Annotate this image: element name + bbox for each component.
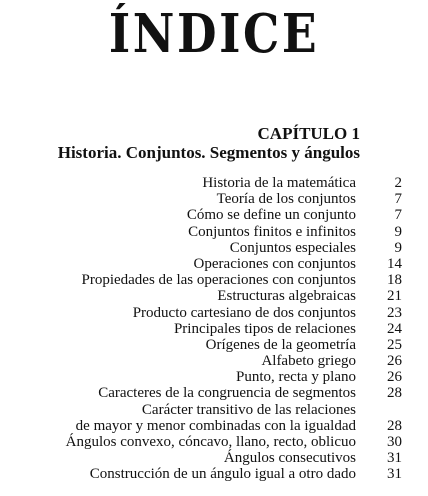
toc-entry-page: 7 (394, 191, 402, 208)
toc-entry-page: 9 (394, 223, 402, 240)
toc-entry (0, 321, 428, 337)
toc-entry (0, 191, 428, 207)
toc-entry-title: Conjuntos especiales (229, 239, 356, 256)
toc-entry-title: Ángulos convexo, cóncavo, llano, recto, oblicuo (65, 434, 356, 450)
toc-entry-title: Conjuntos finitos e infinitos (188, 223, 356, 240)
toc-entry-page: 25 (387, 336, 402, 353)
page-title: ÍNDICE (108, 3, 320, 65)
toc-entry (0, 353, 428, 369)
toc-entry-title: Historia de la matemática (202, 175, 356, 191)
toc-entry-page: 24 (387, 320, 402, 337)
toc-entry (0, 272, 428, 288)
toc-entry (0, 256, 428, 272)
toc-entry-title: Estructuras algebraicas (217, 288, 356, 305)
toc-entry-title: Carácter transitivo de las relaciones (141, 401, 356, 418)
toc-entry-page: 23 (387, 304, 402, 321)
toc-entry-page: 30 (387, 434, 402, 450)
toc-entry (0, 402, 428, 418)
toc-entry-page: 28 (387, 417, 402, 434)
toc-entry-title: Operaciones con conjuntos (193, 255, 356, 272)
toc-entry (0, 305, 428, 321)
toc-entry-title: Teoría de los conjuntos (216, 191, 356, 208)
toc-entry (0, 175, 428, 191)
toc-entry (0, 434, 428, 450)
toc-entry-title: Caracteres de la congruencia de segmentos (98, 385, 356, 402)
toc-entry-page: 21 (387, 288, 402, 305)
toc-entry (0, 288, 428, 304)
toc-entry-title: Producto cartesiano de dos conjuntos (132, 304, 356, 321)
toc-entry (0, 418, 428, 434)
toc-entry-title: de mayor y menor combinadas con la igualdad (75, 417, 356, 434)
chapter-title: Historia. Conjuntos. Segmentos y ángulos (57, 143, 360, 162)
toc-entry-title: Construcción de un ángulo igual a otro dado (89, 466, 356, 483)
toc-entry (0, 385, 428, 401)
toc-entry (0, 337, 428, 353)
toc-entry-page: 26 (387, 353, 402, 370)
toc-entry (0, 207, 428, 223)
toc-entry-page: 31 (387, 466, 402, 483)
toc-entry-page: 2 (394, 175, 402, 191)
toc-entry-title: Ángulos consecutivos (223, 450, 356, 467)
toc-entry-title: Cómo se define un conjunto (186, 207, 356, 224)
toc-entry (0, 466, 428, 482)
toc-entry (0, 450, 428, 466)
toc-entry-page: 7 (394, 207, 402, 224)
chapter-label: CAPÍTULO 1 (257, 124, 360, 143)
toc-entry (0, 224, 428, 240)
toc-entry-title: Propiedades de las operaciones con conjuntos (81, 272, 356, 289)
toc-entry-page: 31 (387, 450, 402, 467)
toc-entry-page: 18 (387, 272, 402, 289)
toc-entry-page: 28 (387, 385, 402, 402)
toc-entry (0, 369, 428, 385)
toc-entry-title: Orígenes de la geometría (205, 336, 356, 353)
table-of-contents (0, 175, 428, 483)
toc-entry-page: 9 (394, 239, 402, 256)
toc-entry-title: Principales tipos de relaciones (173, 320, 356, 337)
toc-entry-page: 26 (387, 369, 402, 386)
toc-entry-title: Alfabeto griego (261, 353, 356, 370)
toc-entry (0, 240, 428, 256)
toc-entry-page: 14 (387, 255, 402, 272)
toc-entry-title: Punto, recta y plano (236, 369, 356, 386)
